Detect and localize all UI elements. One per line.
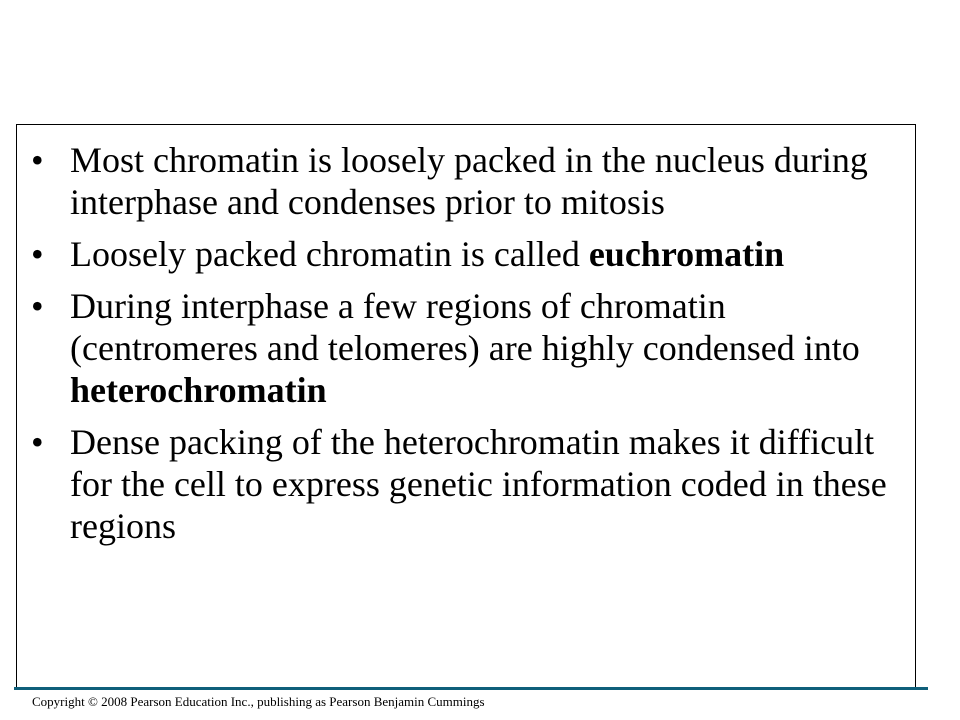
footer-rule — [14, 687, 928, 690]
bullet-item-dense-packing — [17, 421, 917, 547]
copyright-notice: Copyright © 2008 Pearson Education Inc., publishing as Pearson Benjamin Cummings — [32, 694, 485, 709]
bullet-item-loose-packing — [17, 139, 917, 223]
bullet-icon: • — [31, 234, 44, 274]
bold-term-heterochromatin: heterochromatin — [70, 370, 327, 410]
content-box — [16, 124, 916, 690]
bullet-list — [17, 139, 917, 557]
bullet-text: Most chromatin is loosely packed in the nucleus during interphase and condenses prior to mitosis — [70, 140, 868, 222]
bullet-item-euchromatin — [17, 233, 917, 275]
bullet-icon: • — [31, 140, 44, 180]
bullet-text: Loosely packed chromatin is called — [70, 234, 589, 274]
bold-term-euchromatin: euchromatin — [588, 234, 785, 274]
bullet-icon: • — [31, 286, 44, 326]
bullet-item-heterochromatin — [17, 285, 917, 411]
bullet-icon: • — [31, 422, 44, 462]
bullet-text: Dense packing of the heterochromatin makes it difficult for the cell to express genetic information coded in these regions — [70, 422, 887, 546]
bullet-text: During interphase a few regions of chromatin (centromeres and telomeres) are highly condensed into — [70, 286, 860, 368]
